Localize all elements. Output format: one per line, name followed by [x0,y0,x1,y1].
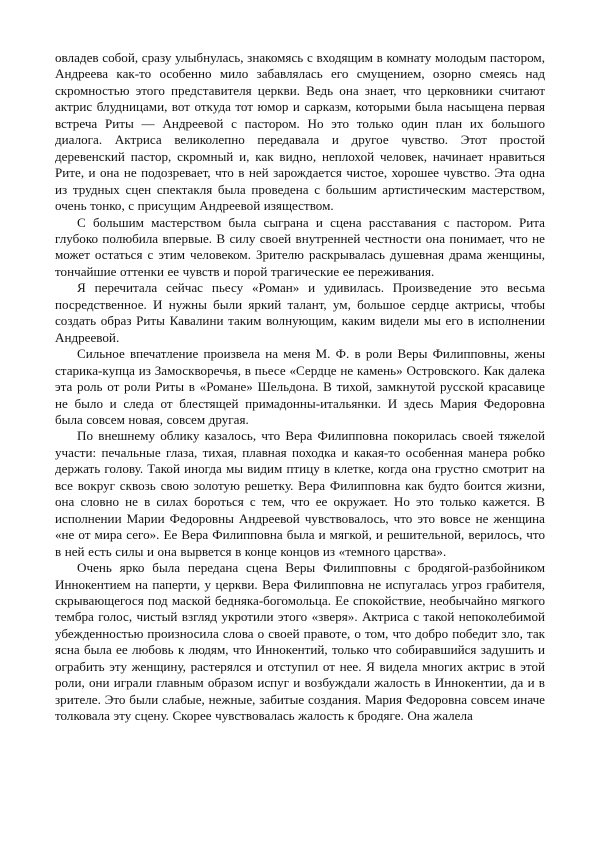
paragraph-1: овладев собой, сразу улыбнулась, знакомясь с входящим в комнату молодым пастором, Андреева как-то особенно мило забавлялась его смущением, озорно смеясь над скромностью этого представителя церкви. Ведь она знает, что церковники считают актрис блудницами, вот откуда тот юмор и сарказм, которыми была насыщена первая встреча Риты — Андреевой с пастором. Но это только один план их большого диалога. Актриса великолепно передавала и другое чувство. Этот простой деревенский пастор, скромный и, как видно, неплохой человек, начинает нравиться Рите, и она не подозревает, что в ней зарождается чистое, хорошее чувство. Эта одна из трудных сцен спектакля была проведена с большим артистическим мастерством, очень тонко, с присущим Андреевой изяществом. [55,50,545,214]
paragraph-3: Я перечитала сейчас пьесу «Роман» и удивилась. Произведение это весьма посредственное. И нужны были яркий талант, ум, большое сердце актрисы, чтобы создать образ Риты Кавалини таким волнующим, каким видели мы его в исполнении Андреевой. [55,280,545,345]
body-text-column [55,50,545,725]
paragraph-6: Очень ярко была передана сцена Веры Филипповны с бродягой-разбойником Иннокентием на паперти, у церкви. Вера Филипповна не испугалась угроз грабителя, скрывающегося под маской бедняка-богомольца. Ее спокойствие, необычайно мягкого тембра голос, чистый взгляд укротили этого «зверя». Актриса с такой непоколебимой убежденностью произносила слова о своей правоте, о том, что добро победит зло, так ясна была ее любовь к людям, что Иннокентий, только что собиравшийся задушить и ограбить эту женщину, растерялся и отступил от нее. Я видела многих актрис в этой роли, они играли главным образом испуг и возбуждали жалость в Иннокентии, да и в зрителе. Это были слабые, нежные, забитые создания. Мария Федоровна совсем иначе толковала эту сцену. Скорее чувствовалась жалость к бродяге. Она жалела [55,560,545,724]
paragraph-2: С большим мастерством была сыграна и сцена расставания с пастором. Рита глубоко полюбила впервые. В силу своей внутренней честности она понимает, что не может остаться с этим человеком. Зрителю раскрывалась душевная драма женщины, тончайшие оттенки ее чувств и порой трагические ее переживания. [55,214,545,279]
paragraph-5: По внешнему облику казалось, что Вера Филипповна покорилась своей тяжелой участи: печальные глаза, тихая, плавная походка и какая-то особенная манера робко держать голову. Такой иногда мы видим птицу в клетке, когда она грустно смотрит на все вокруг сквозь свою золотую решетку. Вера Филипповна как будто боится жизни, она словно не в силах бороться с тем, что ее окружает. Но это только кажется. В исполнении Марии Федоровны Андреевой чувствовалось, что это вовсе не женщина «не от мира сего». Ее Вера Филипповна была и мягкой, и решительной, верилось, что в ней есть силы и она вырвется в конце концов из «темного царства». [55,428,545,559]
paragraph-4: Сильное впечатление произвела на меня М. Ф. в роли Веры Филипповны, жены старика-купца из Замоскворечья, в пьесе «Сердце не камень» Островского. Как далека эта роль от роли Риты в «Романе» Шельдона. В тихой, замкнутой русской красавице не было и следа от блестящей примадонны-итальянки. И здесь Мария Федоровна была совсем новая, совсем другая. [55,346,545,427]
